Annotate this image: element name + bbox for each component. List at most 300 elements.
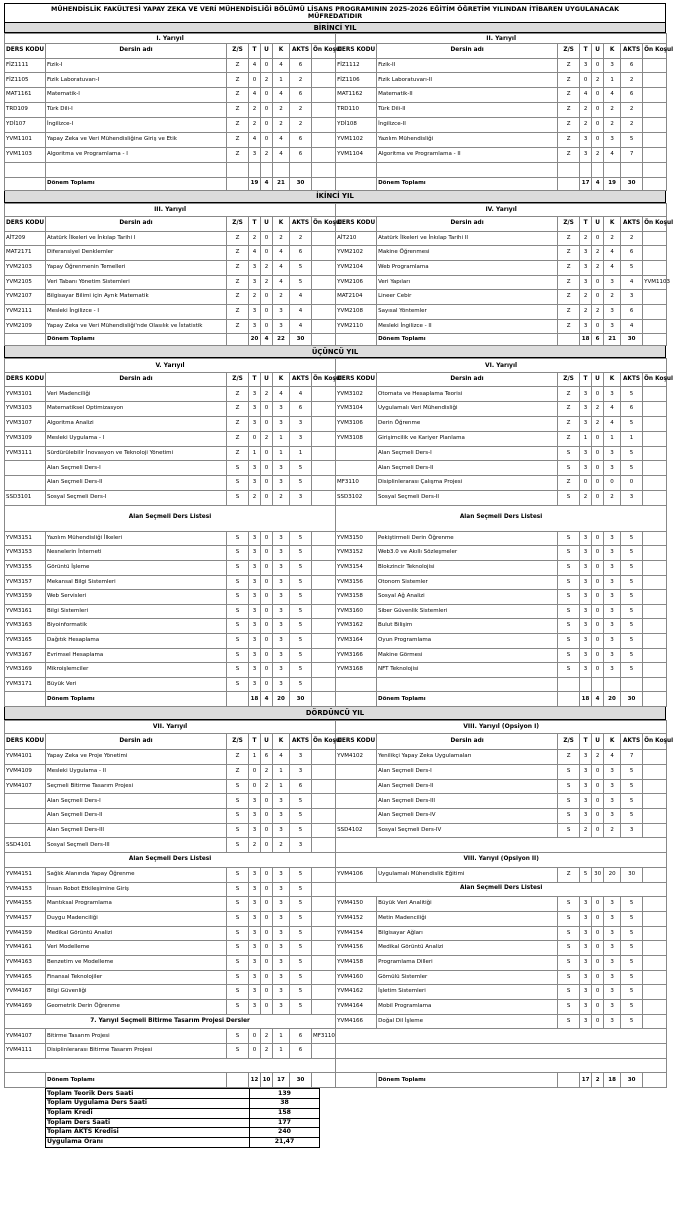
practice-hours: 0: [592, 132, 604, 147]
table-row: [5, 402, 667, 417]
course-type: Z: [227, 261, 249, 276]
header-k: K: [273, 373, 290, 387]
prerequisite: [312, 417, 336, 432]
practice-hours: 2: [261, 765, 273, 780]
semester-title: VI. Yarıyıl: [336, 359, 667, 373]
course-name: Duygu Madenciliği: [46, 911, 227, 926]
akts: 5: [621, 663, 643, 678]
course-type: Z: [558, 476, 580, 491]
prerequisite: [643, 476, 667, 491]
prerequisite: [312, 648, 336, 663]
credit: 3: [604, 926, 621, 941]
header-code: DERS KODU: [5, 734, 46, 750]
practice-hours: 0: [592, 911, 604, 926]
table-row: [5, 663, 667, 678]
subsection-title: VIII. Yarıyıl (Opsiyon II): [336, 853, 667, 868]
credit: 4: [604, 246, 621, 261]
course-code: YVM3106: [336, 417, 377, 432]
course-code: MAT2104: [336, 290, 377, 305]
course-name: Sağlık Alanında Yapay Öğrenme: [46, 867, 227, 882]
course-code: YVM4107: [5, 779, 46, 794]
prerequisite: [643, 633, 667, 648]
credit: [604, 677, 621, 692]
empty-cell: [643, 692, 667, 707]
course-type: Z: [558, 867, 580, 882]
course-name: Sosyal Seçmeli Ders-I: [46, 491, 227, 506]
credit: 3: [604, 604, 621, 619]
theory-hours: 2: [580, 823, 592, 838]
course-code: YVM3153: [5, 546, 46, 561]
theory-hours: 2: [249, 491, 261, 506]
akts: 5: [621, 809, 643, 824]
credit: 3: [604, 633, 621, 648]
course-code: YDİ108: [336, 118, 377, 133]
course-code: YVM3166: [336, 648, 377, 663]
theory-hours: 3: [580, 319, 592, 334]
empty-cell: [336, 177, 377, 190]
summary-row: [46, 1089, 320, 1099]
course-type: S: [227, 970, 249, 985]
practice-hours: 0: [261, 619, 273, 634]
theory-hours: 3: [249, 955, 261, 970]
course-name: Fizik Laboratuvarı-II: [377, 73, 558, 88]
credit: 3: [273, 648, 290, 663]
credit: 1: [273, 1029, 290, 1044]
prerequisite: [312, 290, 336, 305]
course-type: Z: [227, 319, 249, 334]
akts: 5: [621, 531, 643, 546]
credit: 1: [273, 73, 290, 88]
akts: 5: [621, 897, 643, 912]
credit: 4: [273, 58, 290, 73]
course-name: Programlama Dilleri: [377, 955, 558, 970]
semester-total-value: 20: [273, 692, 290, 707]
course-name: Atatürk İlkeleri ve İnkılap Tarihi II: [377, 231, 558, 246]
prerequisite: [312, 88, 336, 103]
course-code: YVM2108: [336, 305, 377, 320]
course-type: Z: [227, 750, 249, 765]
header-name: Dersin adı: [377, 373, 558, 387]
prerequisite: [643, 1000, 667, 1015]
prerequisite: [312, 546, 336, 561]
empty-cell: [227, 1073, 249, 1088]
credit: 3: [273, 619, 290, 634]
course-name: Siber Güvenlik Sistemleri: [377, 604, 558, 619]
credit: 3: [604, 941, 621, 956]
theory-hours: 3: [580, 261, 592, 276]
practice-hours: 0: [592, 985, 604, 1000]
credit: 3: [604, 575, 621, 590]
course-name: Atatürk İlkeleri ve İnkılap Tarihi I: [46, 231, 227, 246]
practice-hours: 0: [592, 387, 604, 402]
akts: 5: [290, 926, 312, 941]
semester-total-label: Dönem Toplamı: [46, 334, 227, 346]
practice-hours: 2: [592, 305, 604, 320]
course-name: Web Servisleri: [46, 590, 227, 605]
credit: 3: [273, 970, 290, 985]
theory-hours: [580, 162, 592, 177]
credit: 3: [273, 809, 290, 824]
table-row: [5, 882, 667, 897]
practice-hours: 0: [261, 290, 273, 305]
credit: 1: [604, 431, 621, 446]
prerequisite: [312, 461, 336, 476]
prerequisite: [643, 118, 667, 133]
prerequisite: [312, 911, 336, 926]
course-code: YVM2105: [5, 275, 46, 290]
akts: 3: [290, 838, 312, 853]
theory-hours: 2: [580, 305, 592, 320]
semester-total-value: 30: [621, 692, 643, 707]
table-row: [5, 911, 667, 926]
header-prereq: Ön Koşul: [312, 44, 336, 59]
prerequisite: [643, 663, 667, 678]
theory-hours: 3: [249, 1000, 261, 1015]
akts: 4: [290, 387, 312, 402]
semester-total-value: 20: [249, 334, 261, 346]
course-name: Sosyal Seçmeli Ders-II: [377, 491, 558, 506]
semester-total-value: 4: [261, 692, 273, 707]
akts: 5: [290, 1000, 312, 1015]
course-name: Makine Görmesi: [377, 648, 558, 663]
course-name: Sürdürülebilir İnovasyon ve Teknoloji Yönetimi: [46, 446, 227, 461]
akts: 4: [621, 275, 643, 290]
semester-total-value: 30: [290, 334, 312, 346]
theory-hours: 2: [249, 290, 261, 305]
course-name: [46, 162, 227, 177]
prerequisite: [312, 147, 336, 162]
theory-hours: 3: [580, 648, 592, 663]
subsection-title: Alan Seçmeli Ders Listesi: [336, 505, 667, 531]
table-row: [5, 604, 667, 619]
semester-total-value: 4: [592, 177, 604, 190]
course-name: Dağıtık Hesaplama: [46, 633, 227, 648]
practice-hours: 0: [261, 867, 273, 882]
course-name: Finansal Teknolojiler: [46, 970, 227, 985]
theory-hours: 3: [249, 823, 261, 838]
course-name: Türk Dili-II: [377, 103, 558, 118]
theory-hours: 3: [249, 305, 261, 320]
akts: 2: [621, 231, 643, 246]
course-name: Matematik-II: [377, 88, 558, 103]
prerequisite: [643, 431, 667, 446]
practice-hours: 2: [261, 1044, 273, 1059]
credit: 2: [273, 491, 290, 506]
header-u: U: [592, 44, 604, 59]
subsection-title: Alan Seçmeli Ders Listesi: [5, 853, 336, 868]
theory-hours: 0: [249, 431, 261, 446]
course-type: S: [558, 648, 580, 663]
course-type: Z: [227, 58, 249, 73]
akts: 5: [290, 531, 312, 546]
semester-total-label: Dönem Toplamı: [46, 177, 227, 190]
theory-hours: 3: [580, 765, 592, 780]
practice-hours: 0: [261, 590, 273, 605]
course-name: Metin Madenciliği: [377, 911, 558, 926]
course-code: YVM4106: [336, 867, 377, 882]
course-code: YVM4158: [336, 955, 377, 970]
prerequisite: [312, 590, 336, 605]
akts: 5: [621, 941, 643, 956]
practice-hours: 0: [592, 823, 604, 838]
course-name: Medikal Görüntü Analizi: [46, 926, 227, 941]
course-name: Makine Öğrenmesi: [377, 246, 558, 261]
table-row: [5, 838, 667, 853]
semester-total-value: 19: [604, 177, 621, 190]
credit: 3: [273, 677, 290, 692]
header-name: Dersin adı: [46, 373, 227, 387]
empty-cell: [558, 692, 580, 707]
semester-total-value: 20: [604, 692, 621, 707]
table-row: [5, 431, 667, 446]
header-u: U: [261, 734, 273, 750]
prerequisite: [312, 867, 336, 882]
course-type: S: [558, 575, 580, 590]
course-code: MAT2171: [5, 246, 46, 261]
akts: 3: [290, 491, 312, 506]
header-u: U: [592, 373, 604, 387]
course-code: YVM2106: [336, 275, 377, 290]
course-name: Bilgisayar Ağları: [377, 926, 558, 941]
course-code: YVM4102: [336, 750, 377, 765]
empty-cell: [5, 334, 46, 346]
summary-table: [45, 1088, 320, 1147]
practice-hours: 0: [261, 319, 273, 334]
empty-cell: [643, 177, 667, 190]
prerequisite: [312, 809, 336, 824]
prerequisite: [312, 261, 336, 276]
prerequisite: [643, 290, 667, 305]
course-code: MAT1162: [336, 88, 377, 103]
akts: 4: [290, 319, 312, 334]
credit: 3: [604, 897, 621, 912]
practice-hours: 0: [261, 305, 273, 320]
semester-total-value: 30: [290, 177, 312, 190]
summary-label: Toplam AKTS Kredisi: [46, 1128, 250, 1138]
theory-hours: 3: [249, 531, 261, 546]
prerequisite: [312, 231, 336, 246]
theory-hours: 2: [580, 290, 592, 305]
course-type: S: [227, 823, 249, 838]
credit: 3: [273, 911, 290, 926]
theory-hours: 3: [249, 546, 261, 561]
akts: [621, 162, 643, 177]
akts: 6: [290, 246, 312, 261]
course-code: AİT210: [336, 231, 377, 246]
course-name: Alan Seçmeli Ders-I: [377, 446, 558, 461]
akts: 5: [290, 590, 312, 605]
prerequisite: [312, 970, 336, 985]
course-name: [377, 162, 558, 177]
practice-hours: 0: [592, 779, 604, 794]
table-row: [5, 162, 667, 177]
course-name: Veri Tabanı Yönetim Sistemleri: [46, 275, 227, 290]
semester-total-value: 17: [273, 1073, 290, 1088]
course-code: [336, 446, 377, 461]
course-type: S: [227, 633, 249, 648]
year-band-4: DÖRDÜNCÜ YIL: [4, 707, 666, 720]
akts: 6: [290, 147, 312, 162]
prerequisite: [312, 750, 336, 765]
semester-total-value: 22: [273, 334, 290, 346]
table-row: [5, 88, 667, 103]
practice-hours: 0: [592, 663, 604, 678]
prerequisite: [643, 1014, 667, 1029]
course-code: YVM3162: [336, 619, 377, 634]
semester-header-row: [5, 721, 667, 734]
course-name: Yenilikçi Yapay Zeka Uygulamaları: [377, 750, 558, 765]
header-prereq: Ön Koşul: [643, 373, 667, 387]
prerequisite: [312, 476, 336, 491]
header-t: T: [580, 734, 592, 750]
course-name: Mantıksal Programlama: [46, 897, 227, 912]
table-row: [5, 446, 667, 461]
practice-hours: 0: [592, 88, 604, 103]
course-code: YVM4159: [5, 926, 46, 941]
table-row: [5, 590, 667, 605]
akts: 6: [621, 246, 643, 261]
semester-title: V. Yarıyıl: [5, 359, 336, 373]
prerequisite: [312, 765, 336, 780]
akts: 5: [290, 867, 312, 882]
prerequisite: [312, 779, 336, 794]
semester-total-value: 18: [580, 334, 592, 346]
practice-hours: 0: [592, 561, 604, 576]
course-name: Mekansal Bilgi Sistemleri: [46, 575, 227, 590]
course-type: S: [227, 911, 249, 926]
practice-hours: 0: [592, 633, 604, 648]
prerequisite: [312, 305, 336, 320]
course-code: [336, 809, 377, 824]
theory-hours: 3: [580, 897, 592, 912]
course-type: Z: [558, 750, 580, 765]
credit: 3: [604, 985, 621, 1000]
course-name: Fizik-I: [46, 58, 227, 73]
course-code: YVM3102: [336, 387, 377, 402]
table-row: [5, 941, 667, 956]
practice-hours: 2: [592, 417, 604, 432]
prerequisite: [643, 417, 667, 432]
table-row: [5, 261, 667, 276]
course-code: FİZ1105: [5, 73, 46, 88]
practice-hours: 0: [592, 809, 604, 824]
course-type: Z: [558, 246, 580, 261]
practice-hours: 0: [261, 246, 273, 261]
course-name: Uygulamalı Mühendislik Eğitimi: [377, 867, 558, 882]
credit: 2: [273, 103, 290, 118]
course-code: [5, 461, 46, 476]
prerequisite: [312, 103, 336, 118]
subsection-title: 7. Yarıyıl Seçmeli Bitirme Tasarım Projesi Dersler: [5, 1014, 336, 1029]
practice-hours: 0: [592, 476, 604, 491]
practice-hours: 6: [261, 750, 273, 765]
theory-hours: 3: [249, 663, 261, 678]
practice-hours: 0: [261, 446, 273, 461]
course-name: Benzetim ve Modelleme: [46, 955, 227, 970]
course-code: YVM3151: [5, 531, 46, 546]
header-akts: AKTS: [290, 734, 312, 750]
header-code: DERS KODU: [336, 216, 377, 231]
course-type: Z: [558, 387, 580, 402]
course-name: Geometrik Derin Öğrenme: [46, 1000, 227, 1015]
akts: 5: [290, 604, 312, 619]
header-akts: AKTS: [621, 734, 643, 750]
credit: [273, 162, 290, 177]
year-3-table: [4, 358, 673, 707]
semester-total-row: [5, 1073, 667, 1088]
header-akts: AKTS: [290, 44, 312, 59]
header-name: Dersin adı: [46, 216, 227, 231]
semester-total-value: 30: [290, 1073, 312, 1088]
practice-hours: 0: [261, 794, 273, 809]
course-name: Otomata ve Hesaplama Teorisi: [377, 387, 558, 402]
practice-hours: 2: [592, 73, 604, 88]
akts: 2: [290, 231, 312, 246]
akts: 1: [621, 431, 643, 446]
table-row: [5, 926, 667, 941]
course-name: [377, 677, 558, 692]
prerequisite: [312, 118, 336, 133]
credit: 2: [273, 838, 290, 853]
year-4-table: [4, 720, 673, 1088]
theory-hours: 2: [249, 231, 261, 246]
course-type: S: [227, 794, 249, 809]
table-row: [5, 985, 667, 1000]
summary-row: [46, 1118, 320, 1128]
practice-hours: 0: [592, 461, 604, 476]
course-name: İngilizce-II: [377, 118, 558, 133]
practice-hours: 2: [261, 261, 273, 276]
credit: 3: [604, 132, 621, 147]
theory-hours: 3: [580, 633, 592, 648]
course-code: YVM1103: [5, 147, 46, 162]
course-name: Büyük Veri Analitiği: [377, 897, 558, 912]
course-code: YDİ107: [5, 118, 46, 133]
course-type: Z: [558, 290, 580, 305]
prerequisite: [312, 275, 336, 290]
course-type: Z: [558, 73, 580, 88]
course-code: YVM2110: [336, 319, 377, 334]
practice-hours: 2: [592, 750, 604, 765]
course-type: Z: [227, 417, 249, 432]
empty-cell: [336, 692, 377, 707]
semester-total-value: 4: [592, 692, 604, 707]
empty-cell: [336, 1058, 667, 1073]
course-code: YVM3168: [336, 663, 377, 678]
credit: 3: [273, 561, 290, 576]
prerequisite: [312, 633, 336, 648]
header-akts: AKTS: [621, 216, 643, 231]
practice-hours: 0: [592, 231, 604, 246]
theory-hours: 3: [249, 619, 261, 634]
credit: 3: [273, 319, 290, 334]
theory-hours: [249, 162, 261, 177]
credit: 3: [273, 305, 290, 320]
credit: 2: [604, 491, 621, 506]
theory-hours: 3: [580, 402, 592, 417]
theory-hours: 3: [580, 531, 592, 546]
practice-hours: 0: [261, 476, 273, 491]
course-code: YVM2107: [5, 290, 46, 305]
prerequisite: [312, 663, 336, 678]
course-code: YVM3101: [5, 387, 46, 402]
theory-hours: 3: [580, 985, 592, 1000]
course-code: YVM1104: [336, 147, 377, 162]
practice-hours: 0: [592, 531, 604, 546]
course-type: [558, 162, 580, 177]
table-row: [5, 531, 667, 546]
header-code: DERS KODU: [336, 44, 377, 59]
